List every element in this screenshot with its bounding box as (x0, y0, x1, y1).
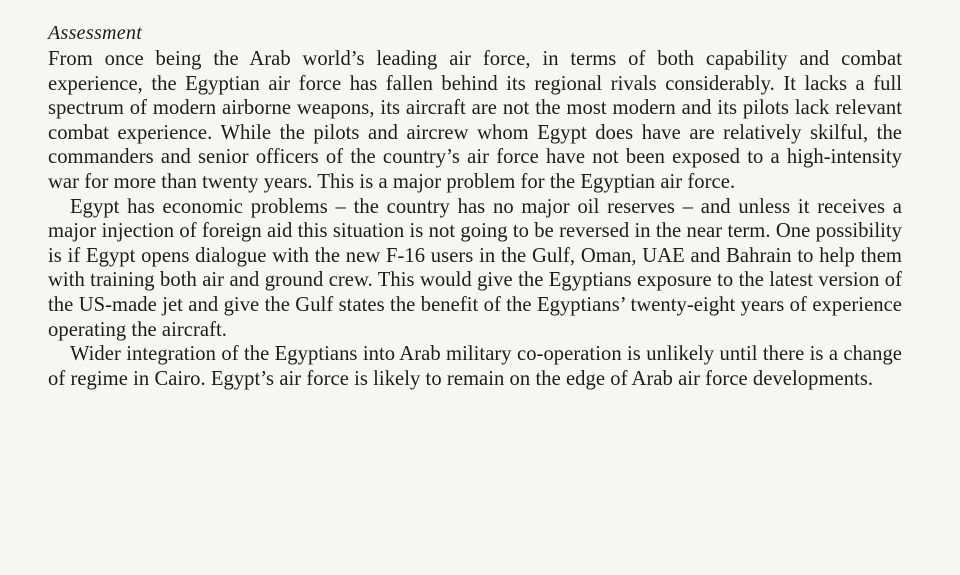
section-heading: Assessment (48, 22, 143, 44)
paragraph-3: Wider integration of the Egyptians into Arab military co-operation is unlikely until there is a change of regime in Cairo. Egypt’s air force is likely to remain on the edge of Arab air force developments. (48, 343, 902, 390)
paragraph-2: Egypt has economic problems – the country has no major oil reserves – and unless it receives a major injection of foreign aid this situation is not going to be reversed in the near term. One possibility is if Egypt opens dialogue with the new F-16 users in the Gulf, Oman, UAE and Bahrain to help them with training both air and ground crew. This would give the Egyptians exposure to the latest version of the US-made jet and give the Gulf states the benefit of the Egyptians’ twenty-eight years of experience operating the aircraft. (48, 195, 902, 341)
paragraph-1: From once being the Arab world’s leading air force, in terms of both capability and combat experience, the Egyptian air force has fallen behind its regional rivals considerably. It lacks a full spectrum of modern airborne weapons, its aircraft are not the most modern and its pilots lack relevant combat experience. While the pilots and aircrew whom Egypt does have are relatively skilful, the commanders and senior officers of the country’s air force have not been exposed to a high-intensity war for more than twenty years. This is a major problem for the Egyptian air force. (48, 48, 902, 193)
